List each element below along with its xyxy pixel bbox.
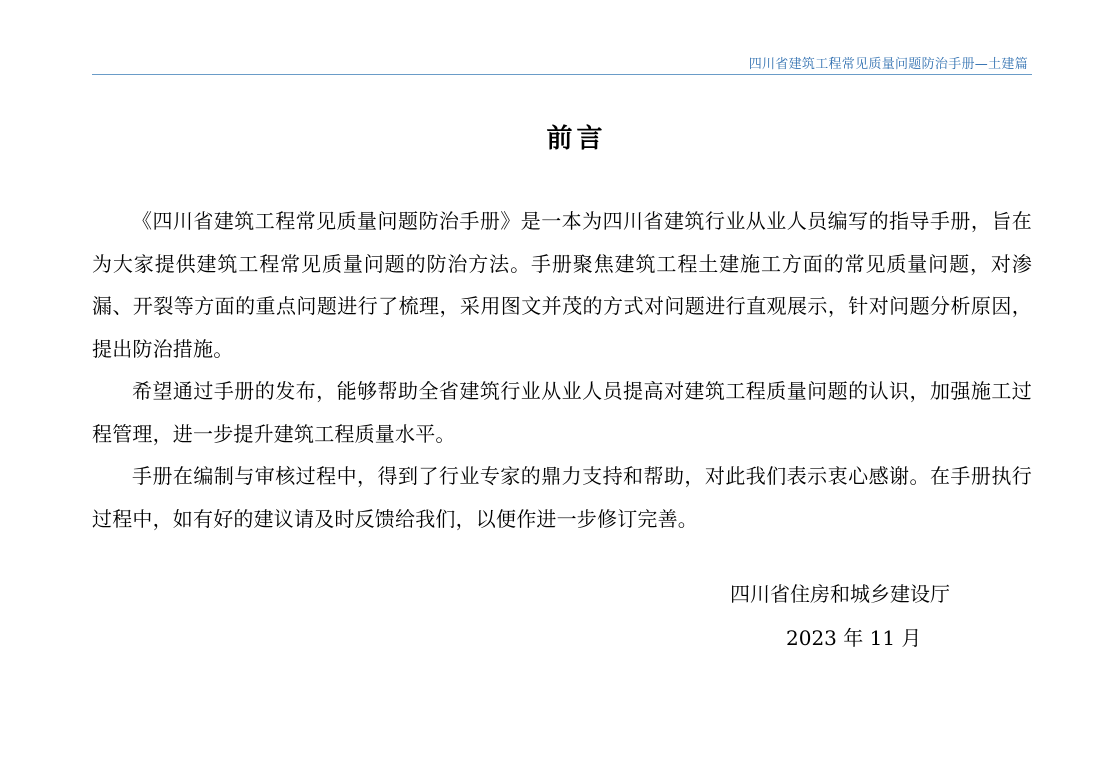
preface-body [92, 200, 1032, 540]
page-title: 前言 [546, 124, 607, 154]
paragraph-3: 手册在编制与审核过程中，得到了行业专家的鼎力支持和帮助，对此我们表示衷心感谢。在手册执行过程中，如有好的建议请及时反馈给我们，以便作进一步修订完善。 [92, 464, 1032, 531]
paragraph-1: 《四川省建筑工程常见质量问题防治手册》是一本为四川省建筑行业从业人员编写的指导手册，旨在为大家提供建筑工程常见质量问题的防治方法。手册聚焦建筑工程土建施工方面的常见质量问题，对渗漏、开裂等方面的重点问题进行了梳理，采用图文并茂的方式对问题进行直观展示，针对问题分析原因，提出防治措施。 [92, 209, 1032, 361]
signature-organization: 四川省住房和城乡建设厅 [730, 582, 950, 606]
signature-date: 2023 年 11 月 [786, 626, 922, 650]
running-header-title: 四川省建筑工程常见质量问题防治手册—土建篇 [748, 57, 1028, 72]
paragraph-2: 希望通过手册的发布，能够帮助全省建筑行业从业人员提高对建筑工程质量问题的认识，加强施工过程管理，进一步提升建筑工程质量水平。 [92, 379, 1032, 446]
page-header [92, 50, 1032, 75]
